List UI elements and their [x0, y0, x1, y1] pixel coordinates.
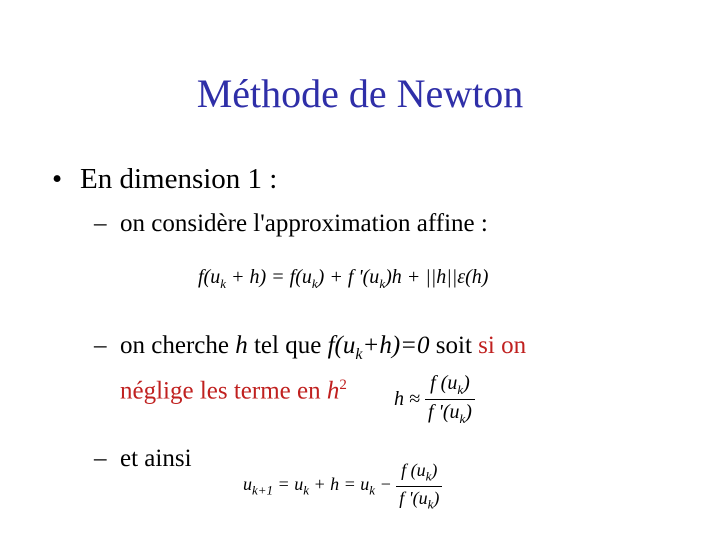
- slide-title: Méthode de Newton: [196, 71, 524, 116]
- dash-icon: –: [94, 210, 107, 237]
- bullet-text: En dimension 1 :: [80, 163, 278, 195]
- sub-item-text: on considère l'approximation affine :: [120, 210, 488, 237]
- equation-affine: $f(u_k + h) = f(u_k) + f$ '$(u_k)h + ||h||\varepsilon(h)$: [198, 266, 489, 291]
- dash-icon: –: [94, 445, 107, 472]
- bullet-dot-icon: •: [52, 163, 63, 195]
- sub-item-newton-step: – on cherche h tel que $f(u_k+h)=0$ soit si on néglige les terme en $h^2$: [94, 332, 527, 405]
- dash-icon: –: [94, 332, 107, 359]
- equation-h-approx: h ≈ $\frac{f (u_k)}{f '(u_k)}$: [394, 372, 475, 427]
- bullet-item: [52, 163, 277, 196]
- sub-item-affine: [94, 210, 488, 238]
- equation-iteration: $u_{k+1} = u_k + h = u_k$ − $\frac{f (u_k)}{f '(u_k)}$: [243, 460, 442, 512]
- sub-item-iteration: – et ainsi: [94, 445, 192, 472]
